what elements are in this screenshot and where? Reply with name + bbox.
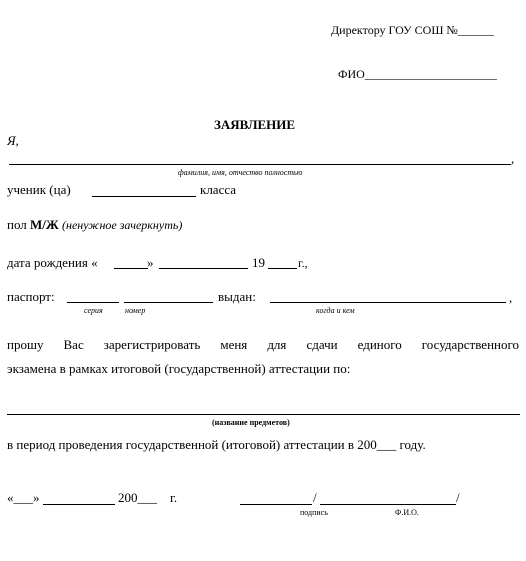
footer-year-suffix: г. <box>170 490 178 505</box>
passport-issued-label: выдан: <box>218 289 256 304</box>
footer-month-blank <box>43 504 115 505</box>
student-label: ученик (ца) <box>7 182 71 197</box>
birth-label: дата рождения « <box>7 255 98 270</box>
passport-series-blank <box>67 302 119 303</box>
full-name-hint: фамилия, имя, отчество полностью <box>178 168 303 177</box>
passport-when-hint: когда и кем <box>316 306 355 315</box>
footer-year-blank: ___ <box>137 490 157 505</box>
birth-quote-close: » <box>147 255 154 270</box>
gender-prefix: пол <box>7 217 27 232</box>
passport-number-blank <box>124 302 213 303</box>
gender-label <box>7 217 182 233</box>
passport-comma: , <box>509 290 513 305</box>
passport-number-hint: номер <box>125 306 146 315</box>
footer-year-prefix: 200 <box>118 490 138 505</box>
class-blank <box>92 196 196 197</box>
fio-blank: ______________________ <box>364 67 497 81</box>
passport-issued-blank <box>270 302 506 303</box>
full-name-comma: , <box>511 151 515 166</box>
birth-year-blank <box>268 268 297 269</box>
footer-date <box>7 490 40 506</box>
class-label: класса <box>200 182 237 197</box>
director-text: Директору ГОУ СОШ № <box>331 23 458 37</box>
director-label <box>331 23 494 38</box>
signature-fio-slash: / <box>456 490 460 505</box>
signature-slash: / <box>313 490 317 505</box>
request-line-1: прошу Вас зарегистрировать меня для сдачи единого государственного <box>7 337 519 352</box>
fio-text: ФИО <box>338 67 365 81</box>
footer-date-open: « <box>7 490 14 505</box>
signature-fio-blank <box>320 504 456 505</box>
birth-month-blank <box>159 268 248 269</box>
signature-hint: подпись <box>300 508 328 517</box>
document-title: ЗАЯВЛЕНИЕ <box>214 117 296 132</box>
full-name-line <box>9 164 511 165</box>
ya-label: Я, <box>7 133 19 148</box>
gender-value: М/Ж <box>30 217 59 232</box>
footer-year <box>118 490 157 506</box>
request-line-2: экзамена в рамках итоговой (государственной) аттестации по: <box>7 361 351 376</box>
subjects-line <box>7 414 520 415</box>
footer-day-blank: ___ <box>13 490 33 505</box>
passport-label: паспорт: <box>7 289 55 304</box>
gender-hint: (ненужное зачеркнуть) <box>62 218 183 232</box>
signature-blank <box>240 504 312 505</box>
footer-date-close: » <box>33 490 40 505</box>
fio-label <box>338 67 497 82</box>
period-text: в период проведения государственной (итоговой) аттестации в 200___ году. <box>7 437 426 452</box>
birth-day-blank <box>114 268 148 269</box>
passport-series-hint: серия <box>84 306 103 315</box>
director-number-blank: ______ <box>457 23 494 37</box>
signature-fio-hint: Ф.И.О. <box>395 508 419 517</box>
birth-year-suffix: г., <box>298 256 308 270</box>
birth-year-prefix: 19 <box>252 255 265 270</box>
subjects-hint: (название предметов) <box>212 418 290 427</box>
